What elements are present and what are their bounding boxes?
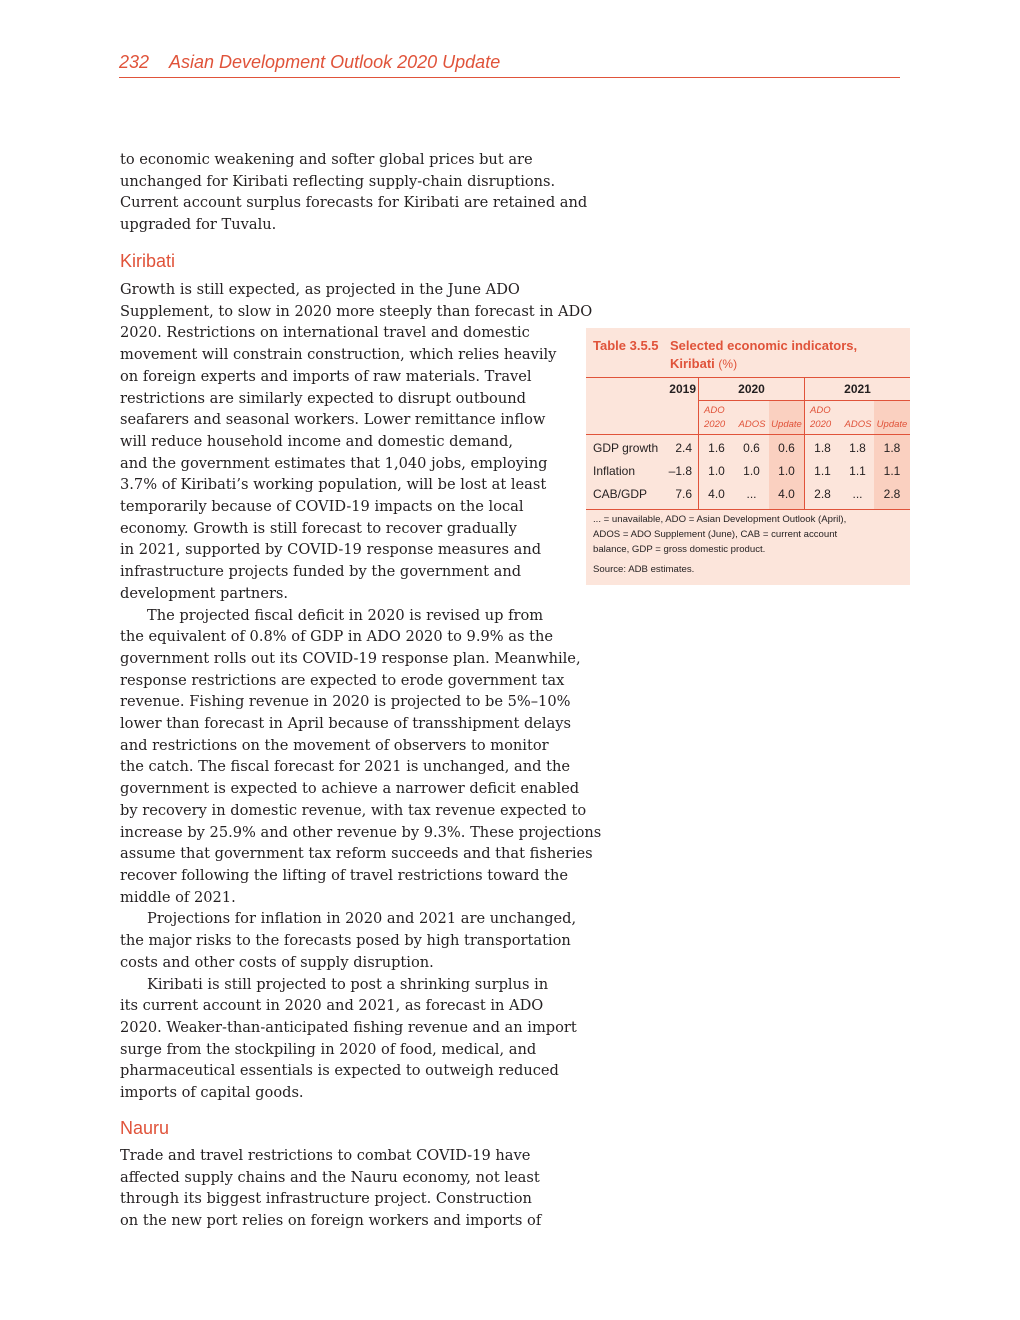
text-line: imports of capital goods. [120, 1084, 304, 1102]
sub-header-ados-2020: ADOS [738, 419, 766, 430]
table-bottom-rule [586, 509, 910, 510]
kiribati-heading: Kiribati [120, 251, 176, 271]
sub-header-ado-2021 [810, 404, 831, 432]
text-line: lower than forecast in April because of transshipment delays [120, 715, 572, 733]
indicators-table [586, 328, 910, 585]
sub-header-year-text: 2020 [704, 419, 726, 430]
text-line: unchanged for Kiribati reflecting supply-chain disruptions. [120, 172, 556, 190]
header-bottom-rule [586, 434, 910, 435]
text-line: surge from the stockpiling in 2020 of food, medical, and [120, 1040, 537, 1058]
text-line: in 2021, supported by COVID-19 response measures and [120, 541, 542, 559]
text-line: Trade and travel restrictions to combat COVID-19 have [120, 1147, 531, 1164]
sub-header-ados-2021: ADOS [844, 419, 872, 430]
table-cell: 4.0 [778, 487, 795, 501]
kiribati-paragraph-1 [120, 279, 593, 605]
text-line: The projected fiscal deficit in 2020 is revised up from [147, 606, 544, 624]
table-cell: –1.8 [668, 464, 692, 478]
footnote-line: ... = unavailable, ADO = Asian Development Outlook (April), [593, 514, 847, 525]
intro-paragraph [120, 149, 590, 236]
footnote-line: balance, GDP = gross domestic product. [593, 544, 766, 555]
sub-header-ado-text: ADO [704, 405, 725, 416]
table-cell: 1.6 [708, 441, 725, 455]
text-line: and the government estimates that 1,040 jobs, employing [120, 454, 548, 472]
text-line: revenue. Fishing revenue in 2020 is projected to be 5%–10% [120, 693, 571, 711]
text-line: development partners. [120, 584, 289, 602]
kiribati-paragraph-3 [120, 908, 590, 973]
sub-header-update-2021: Update [876, 419, 908, 430]
table-cell: 0.6 [778, 441, 795, 455]
table-top-rule [586, 377, 910, 378]
sub-header-update-2020: Update [771, 419, 802, 430]
text-line: government is expected to achieve a narrower deficit enabled [120, 780, 580, 798]
table-cell: 1.1 [814, 464, 831, 478]
text-line: the equivalent of 0.8% of GDP in ADO 2020 to 9.9% as the [120, 628, 553, 646]
table-label: Table 3.5.5 [593, 338, 659, 353]
text-line: on the new port relies on foreign workers and imports of [120, 1212, 542, 1230]
text-line: economy. Growth is still forecast to recover gradually [120, 519, 517, 537]
footnote-line: ADOS = ADO Supplement (June), CAB = current account [593, 529, 838, 540]
text-line: upgraded for Tuvalu. [120, 216, 277, 234]
text-line: will reduce household income and domestic demand, [120, 432, 514, 450]
text-line: the catch. The fiscal forecast for 2021 is unchanged, and the [120, 758, 571, 776]
kiribati-paragraph-4 [120, 974, 590, 1104]
table-cell: ... [746, 487, 757, 501]
table-cell: 2.8 [883, 487, 901, 501]
row-label: GDP growth [593, 441, 659, 455]
row-label: CAB/GDP [593, 487, 648, 501]
text-line: middle of 2021. [120, 888, 236, 906]
year-2019-header: 2019 [669, 382, 696, 396]
text-line: infrastructure projects funded by the government and [120, 563, 522, 581]
table-cell: 1.8 [849, 441, 866, 455]
table-cell: ... [852, 487, 863, 501]
text-line: Supplement, to slow in 2020 more steeply than forecast in ADO [120, 302, 593, 320]
kiribati-paragraph-2 [120, 605, 602, 909]
table-title-line-1: Selected economic indicators, [670, 338, 858, 353]
year-2020-header: 2020 [738, 382, 765, 396]
row-label: Inflation [593, 464, 636, 478]
text-line: by recovery in domestic revenue, with tax revenue expected to [120, 801, 587, 819]
sub-header-ado-text: ADO [810, 405, 831, 416]
text-line: 2020. Restrictions on international travel and domestic [120, 324, 530, 342]
table-cell: 4.0 [708, 487, 725, 501]
publication-title: Asian Development Outlook 2020 Update [169, 52, 501, 72]
text-line: on foreign experts and imports of raw materials. Travel [120, 367, 532, 385]
text-line: recover following the lifting of travel restrictions toward the [120, 866, 568, 884]
table-cell: 2.4 [675, 441, 692, 455]
nauru-heading: Nauru [120, 1118, 170, 1138]
table-cell: 1.0 [778, 464, 795, 478]
text-line: government rolls out its COVID-19 response plan. Meanwhile, [120, 649, 581, 667]
text-line: Current account surplus forecasts for Kiribati are retained and [120, 194, 588, 212]
table-cell: 7.6 [675, 487, 692, 501]
text-line: affected supply chains and the Nauru economy, not least [120, 1168, 540, 1186]
table-unit: (%) [718, 357, 738, 371]
table-cell: 1.8 [814, 441, 831, 455]
table-cell: 1.1 [849, 464, 866, 478]
text-line: restrictions are similarly expected to disrupt outbound [120, 389, 526, 407]
text-line: its current account in 2020 and 2021, as forecast in ADO [120, 997, 544, 1015]
sub-header-ado-2020 [704, 404, 725, 432]
text-line: Growth is still expected, as projected in the June ADO [120, 281, 520, 298]
table-footnote [593, 512, 893, 557]
text-line: 2020. Weaker-than-anticipated fishing revenue and an import [120, 1018, 577, 1036]
text-line: costs and other costs of supply disruption. [120, 953, 434, 971]
table-cell: 1.0 [743, 464, 760, 478]
table-title-line-2: Kiribati [670, 356, 715, 371]
table-title [593, 337, 857, 373]
table-cell: 2.8 [814, 487, 831, 501]
text-line: pharmaceutical essentials is expected to outweigh reduced [120, 1062, 559, 1080]
table-source: Source: ADB estimates. [593, 564, 695, 575]
nauru-body [120, 1145, 590, 1232]
text-line: and restrictions on the movement of observers to monitor [120, 736, 549, 754]
year-2021-header: 2021 [844, 382, 871, 396]
table-cell: 1.1 [883, 464, 901, 478]
table-cell: 0.6 [743, 441, 760, 455]
running-header [119, 52, 900, 78]
text-line: seafarers and seasonal workers. Lower remittance inflow [120, 411, 546, 429]
text-line: movement will constrain construction, which relies heavily [120, 346, 557, 364]
text-line: Kiribati is still projected to post a shrinking surplus in [147, 975, 549, 993]
text-line: assume that government tax reform succeeds and that fisheries [120, 845, 593, 863]
kiribati-body [120, 279, 602, 1104]
sub-header-year-text: 2020 [810, 419, 832, 430]
text-line: to economic weakening and softer global prices but are [120, 151, 533, 168]
page-number: 232 [119, 52, 150, 72]
text-line: temporarily because of COVID-19 impacts on the local [120, 498, 524, 516]
text-line: response restrictions are expected to erode government tax [120, 671, 565, 689]
table-cell: 1.0 [708, 464, 725, 478]
table-cell: 1.8 [883, 441, 901, 455]
text-line: 3.7% of Kiribati’s working population, will be lost at least [120, 476, 547, 494]
text-line: increase by 25.9% and other revenue by 9.3%. These projections [120, 823, 602, 841]
text-line: through its biggest infrastructure project. Construction [120, 1190, 532, 1208]
text-line: Projections for inflation in 2020 and 2021 are unchanged, [147, 910, 577, 928]
text-line: the major risks to the forecasts posed by high transportation [120, 932, 571, 950]
